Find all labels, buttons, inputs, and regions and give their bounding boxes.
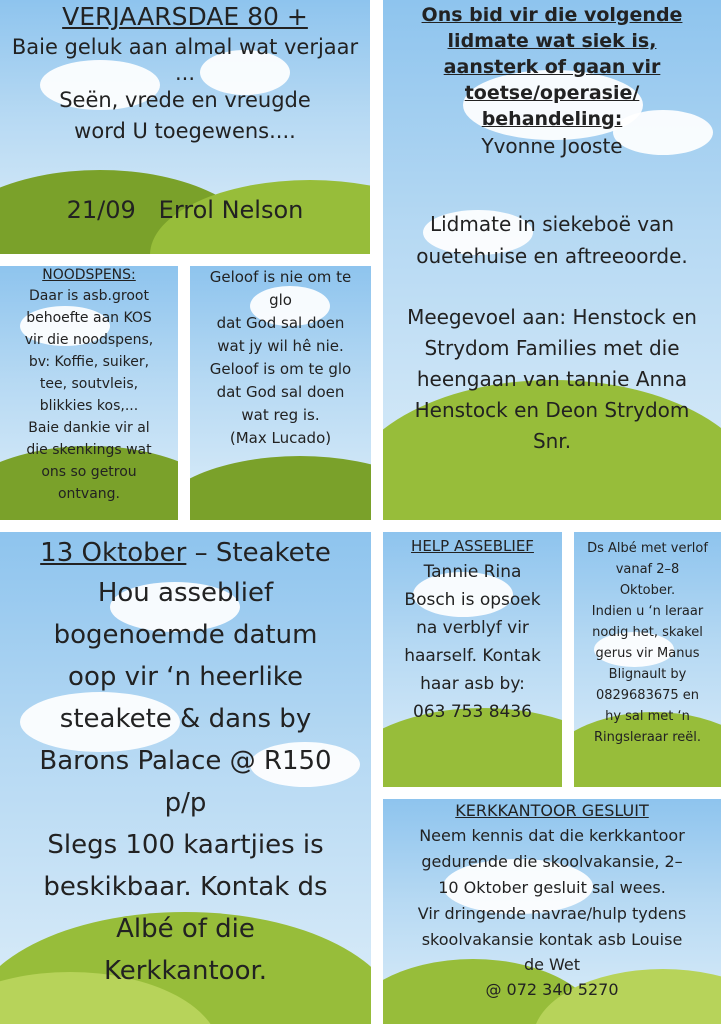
help-line: haarself. Kontak [404, 646, 541, 666]
steak-event-line: Slegs 100 kaartjies is [47, 830, 324, 860]
prayer-heading: Ons bid vir die volgende [421, 4, 683, 26]
church-office-line: gedurende die skoolvakansie, 2– [421, 852, 683, 871]
leave-notice-content [574, 538, 721, 748]
church-office-line: Neem kennis dat die kerkkantoor [419, 826, 685, 845]
church-office-line: 10 Oktober gesluit sal wees. [438, 878, 666, 897]
church-office-line: Vir dringende navrae/hulp tydens [417, 904, 687, 923]
leave-notice-line: 0829683675 en [595, 688, 700, 703]
prayer-name: Yvonne Jooste [481, 134, 623, 158]
steak-event-line: oop vir ‘n heerlike [68, 662, 303, 692]
prayer-heading: toetse/operasie/ [464, 82, 640, 104]
prayer-panel [383, 0, 721, 520]
faith-quote-line: Geloof is om te glo [209, 360, 352, 378]
church-office-line: de Wet [523, 955, 581, 974]
food-pantry-panel [0, 266, 178, 520]
birthdays-content [0, 2, 370, 146]
faith-quote-content [190, 266, 371, 450]
birthday-entry: 21/09 Errol Nelson [66, 196, 304, 224]
church-office-content [383, 799, 721, 1003]
church-office-heading: KERKKANTOOR GESLUIT [455, 801, 649, 820]
leave-notice-line: Oktober. [619, 583, 676, 598]
food-pantry-line: bv: Koffie, suiker, [28, 354, 150, 370]
faith-quote-line: dat God sal doen [216, 383, 345, 401]
leave-notice-line: gerus vir Manus [595, 646, 700, 661]
faith-quote-panel [190, 266, 371, 520]
prayer-heading: lidmate wat siek is, [447, 30, 657, 52]
prayer-heading: behandeling: [481, 108, 623, 130]
food-pantry-line: Baie dankie vir al [28, 420, 150, 436]
condolence-line: Snr. [532, 429, 572, 453]
condolence-line: heengaan van tannie Anna [416, 367, 688, 391]
food-pantry-line: behoefte aan KOS [26, 310, 152, 326]
leave-notice-line: Ds Albé met verlof [587, 541, 708, 556]
birthdays-heading: VERJAARSDAE 80 + [62, 2, 308, 31]
leave-notice-line: Indien u ‘n leraar [591, 604, 704, 619]
steak-event-content [0, 534, 371, 992]
help-panel [383, 532, 562, 787]
steak-event-line: steakete & dans by [59, 704, 312, 734]
faith-quote-line: Geloof is nie om te [209, 268, 352, 286]
leave-notice-line: hy sal met ‘n [605, 709, 690, 724]
leave-notice-line: Blignault by [608, 667, 687, 682]
prayer-line: ouetehuise en aftreeoorde. [416, 244, 688, 268]
steak-event-line: beskikbaar. Kontak ds [43, 872, 328, 902]
steak-event-panel [0, 532, 371, 1024]
faith-quote-line: dat God sal doen [216, 314, 345, 332]
food-pantry-line: blikkies kos,... [39, 398, 139, 414]
steak-event-line: Kerkkantoor. [103, 956, 268, 986]
condolences [383, 302, 721, 457]
leave-notice-line: Ringsleraar reël. [593, 730, 702, 745]
church-office-phone: @ 072 340 5270 [485, 980, 619, 999]
prayer-content [383, 2, 721, 160]
food-pantry-heading: NOODSPENS: [42, 267, 136, 283]
steak-event-line: Barons Palace @ R150 [39, 746, 332, 776]
birthdays-panel [0, 0, 370, 254]
leave-notice-panel [574, 532, 721, 787]
condolence-line: Strydom Families met die [424, 336, 680, 360]
steak-event-line: bogenoemde datum [53, 620, 318, 650]
faith-quote-author: (Max Lucado) [229, 429, 332, 447]
steak-event-heading [0, 534, 371, 572]
birthdays-line: Seën, vrede en vreugde [59, 88, 311, 112]
condolence-line: Henstock en Deon Strydom [414, 398, 690, 422]
food-pantry-line: tee, soutvleis, [39, 376, 139, 392]
food-pantry-line: die skenkings wat [26, 442, 152, 458]
birthdays-line: ... [174, 61, 196, 85]
food-pantry-line: vir die noodspens, [24, 332, 154, 348]
birthdays-line: Baie geluk aan almal wat verjaar [11, 35, 359, 59]
leave-notice-line: vanaf 2–8 [615, 562, 680, 577]
steak-event-date: 13 Oktober [40, 538, 187, 568]
church-office-panel [383, 799, 721, 1024]
birthdays-line: word U toegewens.... [74, 119, 296, 143]
help-line: Bosch is opsoek [404, 590, 541, 610]
food-pantry-line: ontvang. [57, 486, 120, 502]
steak-event-line: p/p [164, 788, 207, 818]
steak-event-title: – Steakete [186, 538, 331, 568]
help-line: na verblyf vir [416, 618, 529, 638]
faith-quote-line: wat jy wil hê nie. [217, 337, 344, 355]
prayer-members [383, 208, 721, 272]
faith-quote-line: glo [269, 291, 292, 309]
church-office-line: skoolvakansie kontak asb Louise [421, 930, 683, 949]
leave-notice-line: nodig het, skakel [592, 625, 703, 640]
food-pantry-line: Daar is asb.groot [29, 288, 149, 304]
help-line: Tannie Rina [423, 562, 522, 582]
faith-quote-line: wat reg is. [241, 406, 320, 424]
help-phone: 063 753 8436 [413, 702, 532, 722]
food-pantry-content [0, 266, 178, 505]
help-line: haar asb by: [420, 674, 525, 694]
prayer-line: Lidmate in siekeboë van [429, 212, 675, 236]
help-heading: HELP ASSEBLIEF [411, 537, 534, 555]
prayer-heading: aansterk of gaan vir [443, 56, 661, 78]
help-content [383, 534, 562, 726]
condolence-line: Meegevoel aan: Henstock en [407, 305, 697, 329]
food-pantry-line: ons so getrou [41, 464, 137, 480]
steak-event-line: Albé of die [116, 914, 255, 944]
steak-event-line: Hou asseblief [97, 578, 274, 608]
